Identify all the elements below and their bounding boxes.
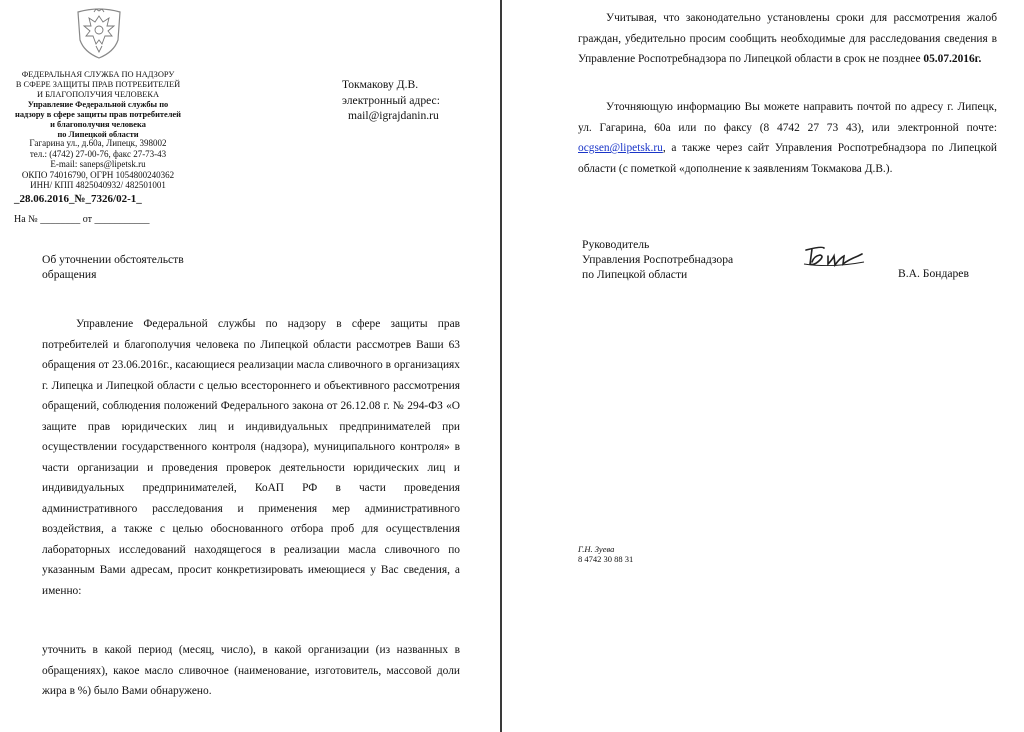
registration-number: _28.06.2016_№_7326/02-1_ [14,193,142,205]
agency-name-line: ФЕДЕРАЛЬНАЯ СЛУЖБА ПО НАДЗОРУ [21,70,175,79]
agency-inn: ИНН/ КПП 4825040932/ 482501001 [30,180,166,190]
coat-of-arms-emblem-icon [74,6,124,60]
department-name-line: по Липецкой области [57,130,139,139]
executor-name: Г.Н. Зуева [578,544,615,554]
signer-title-line: по Липецкой области [582,268,688,281]
subject [42,252,184,282]
letter-page-2 [502,0,1024,732]
signer-title-line: Управления Роспотребнадзора [582,253,734,266]
contact-text-end: , а также через сайт Управления Роспотребнадзора по Липецкой области (с пометкой «дополнение к заявлениям Токмакова Д.В.). [578,142,997,175]
letter-page-1 [0,0,500,732]
signer-title [582,237,733,282]
department-name-line: надзору в сфере защиты прав потребителей [15,110,181,119]
agency-name-line: И БЛАГОПОЛУЧИЯ ЧЕЛОВЕКА [36,90,160,99]
department-name-line: и благополучия человека [50,120,146,129]
deadline-text: Учитывая, что законодательно установлены сроки для рассмотрения жалоб граждан, убедительно просим сообщить необходимые для расследования сведения в Управление Роспотребнадзора по Липецкой области в срок не позднее [578,12,997,65]
agency-email: E-mail: saneps@lipetsk.ru [50,159,146,169]
handwritten-signature-icon [802,244,866,272]
recipient-name: Токмакову Д.В. [342,78,419,91]
subject-line: обращения [42,268,97,281]
deadline-paragraph [578,8,997,70]
recipient-email: mail@igrajdanin.ru [348,109,439,122]
reference-line: На № ________ от ___________ [14,214,150,225]
agency-header [8,70,188,140]
recipient-block [342,77,440,124]
letter-body-paragraph: Управление Федеральной службы по надзору в сфере защиты прав потребителей и благополучия человека по Липецкой области рассмотрев Ваши 63 обращения от 23.06.2016г., касающиеся реализации масла сливочного в организациях г. Липецка и Липецкой области с целью всестороннего и объективного рассмотрения обращений, соблюдения положений Федерального закона от 26.12.08 г. № 294-ФЗ «О защите прав юридических лиц и индивидуальных предпринимателей при осуществлении государственного контроля (надзора), муниципального контроля» в части организации и проведения проверок деятельности юридических лиц и индивидуальных предпринимателей, КоАП РФ в части проведения административного расследования и применения мер административного воздействия, а также с целью обоснованного отбора проб для осуществления лабораторных исследований находящегося в реализации масла сливочного по указанным Вами адресам, просит конкретизировать имеющиеся у Вас сведения, а именно: [42,318,460,597]
agency-contacts [8,138,188,191]
executor-phone: 8 4742 30 88 31 [578,554,634,564]
contact-text: Уточняющую информацию Вы можете направить почтой по адресу г. Липецк, ул. Гагарина, 60а или по факсу (8 4742 27 73 43), или электронной почте: [578,101,997,134]
deadline-date: 05.07.2016г. [923,53,982,65]
signer-title-line: Руководитель [582,238,650,251]
agency-okpo: ОКПО 74016790, ОГРН 1054800240362 [21,169,175,180]
agency-address: Гагарина ул., д.60а, Липецк, 398002 [29,138,167,148]
agency-name-line: В СФЕРЕ ЗАЩИТЫ ПРАВ ПОТРЕБИТЕЛЕЙ [15,80,181,89]
subject-line: Об уточнении обстоятельств [42,253,184,266]
signer-name: В.А. Бондарев [898,267,969,280]
executor-info [578,544,633,564]
department-name-line: Управление Федеральной службы по [27,100,169,109]
recipient-email-label: электронный адрес: [342,93,440,107]
contact-email-link[interactable]: ocgsen@lipetsk.ru [578,142,663,154]
agency-phone: тел.: (4742) 27-00-76, факс 27-73-43 [29,148,167,159]
letter-body-request: уточнить в какой период (месяц, число), в какой организации (из названных в обращениях), какое масло сливочное (наименование, изготовитель, массовой доли жира в %) было Вами обнаружено. [42,644,460,697]
contact-paragraph [578,97,997,179]
